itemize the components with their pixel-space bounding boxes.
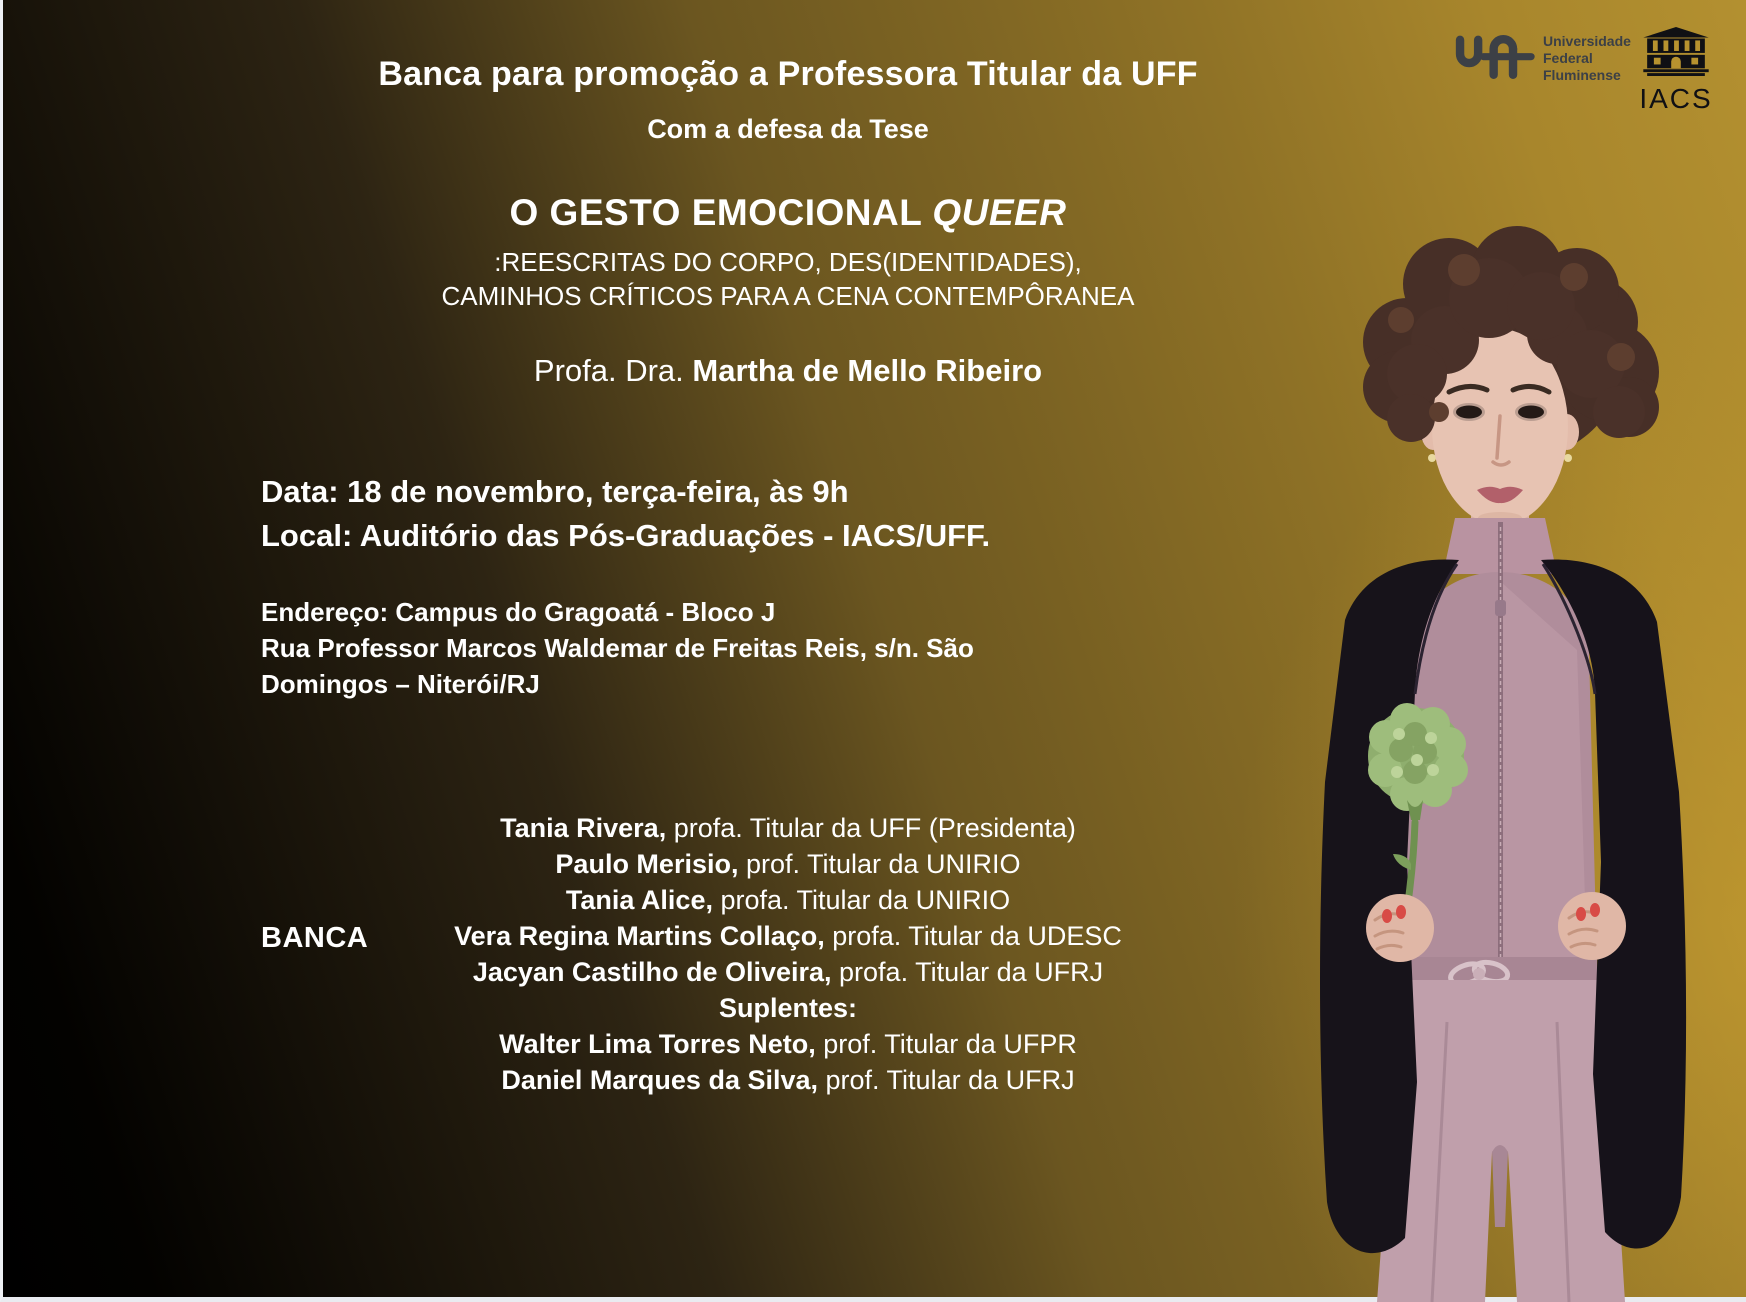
earring [1428, 454, 1436, 462]
banca-member-line [243, 1062, 1333, 1098]
iacs-label: IACS [1639, 83, 1713, 114]
banca-member-line [243, 810, 1333, 846]
pants [1377, 980, 1625, 1302]
banca-label: BANCA [261, 922, 369, 954]
member-name: Daniel Marques da Silva, [501, 1065, 819, 1095]
address-line2: Rua Professor Marcos Waldemar de Freitas Reis, s/n. São [261, 633, 974, 663]
member-name: Vera Regina Martins Collaço, [454, 921, 825, 951]
drawstring [1461, 982, 1491, 1102]
address-line3: Domingos – Niterói/RJ [261, 669, 540, 699]
thesis-subtitle-line1: :REESCRITAS DO CORPO, DES(IDENTIDADES), [494, 247, 1082, 277]
zipper-pull [1495, 600, 1506, 616]
right-fist [1558, 892, 1626, 960]
earring [1564, 454, 1572, 462]
carnation-flower [1368, 703, 1468, 820]
banca-member-line [243, 1026, 1333, 1062]
member-name: Tania Alice, [565, 885, 713, 915]
iacs-logo [1635, 26, 1717, 115]
flower-stem [1407, 822, 1415, 910]
page-title: Banca para promoção a Professora Titular da UFF [378, 55, 1198, 93]
member-role: profa. Titular da UNIRIO [712, 885, 1011, 915]
suplentes-label: Suplentes: [718, 993, 858, 1023]
member-name: Walter Lima Torres Neto, [499, 1029, 816, 1059]
blazer-left [1320, 559, 1459, 1253]
member-role: profa. Titular da UFF (Presidenta) [666, 813, 1076, 843]
author-line [183, 353, 1393, 389]
member-name: Tania Rivera, [500, 813, 667, 843]
banca-member-line [243, 846, 1333, 882]
uff-text-line: Universidade [1543, 33, 1631, 49]
hair-highlights [1388, 254, 1635, 422]
uff-text-line: Federal [1543, 50, 1593, 66]
banca-member-line [243, 918, 1333, 954]
jacket-body [1403, 572, 1597, 967]
uff-wordmark-icon [1451, 30, 1535, 82]
thesis-subtitle-line2: CAMINHOS CRÍTICOS PARA A CENA CONTEMPÔRANEA [441, 281, 1135, 311]
banca-member-line [243, 954, 1333, 990]
author-prefix: Profa. Dra. [533, 353, 693, 388]
member-role: profa. Titular da UDESC [824, 921, 1122, 951]
face [1432, 329, 1568, 525]
member-role: prof. Titular da UFRJ [818, 1065, 1075, 1095]
left-fist [1366, 894, 1434, 962]
author-name: Martha de Mello Ribeiro [692, 353, 1043, 388]
hair-back [1363, 226, 1659, 464]
banca-list [243, 810, 1333, 1098]
uff-logo-text [1543, 30, 1631, 84]
lips [1477, 487, 1523, 503]
blazer-right [1541, 560, 1686, 1249]
thesis-title-queer: QUEER [932, 192, 1067, 233]
member-name: Jacyan Castilho de Oliveira, [472, 957, 832, 987]
waistband [1403, 957, 1597, 983]
banca-member-line [243, 882, 1333, 918]
iacs-building-icon [1641, 26, 1711, 76]
event-date: Data: 18 de novembro, terça-feira, às 9h [261, 474, 849, 509]
address-line1: Endereço: Campus do Gragoatá - Bloco J [261, 597, 776, 627]
member-role: prof. Titular da UFPR [815, 1029, 1077, 1059]
hair-fringe [1387, 258, 1645, 442]
member-name: Paulo Merisio, [555, 849, 739, 879]
jacket-collar [1443, 518, 1557, 574]
face-features [1449, 386, 1549, 524]
thesis-title-main: O GESTO EMOCIONAL [509, 192, 933, 233]
member-role: profa. Titular da UFRJ [831, 957, 1104, 987]
member-role: prof. Titular da UNIRIO [738, 849, 1021, 879]
neck [1471, 500, 1529, 562]
thesis-title [183, 192, 1393, 234]
uff-logo [1451, 30, 1631, 84]
page-subtitle: Com a defesa da Tese [647, 114, 929, 144]
zipper [1498, 522, 1503, 967]
uff-text-line: Fluminense [1543, 67, 1621, 83]
event-location: Local: Auditório das Pós-Graduações - IACS/UFF. [261, 518, 991, 553]
